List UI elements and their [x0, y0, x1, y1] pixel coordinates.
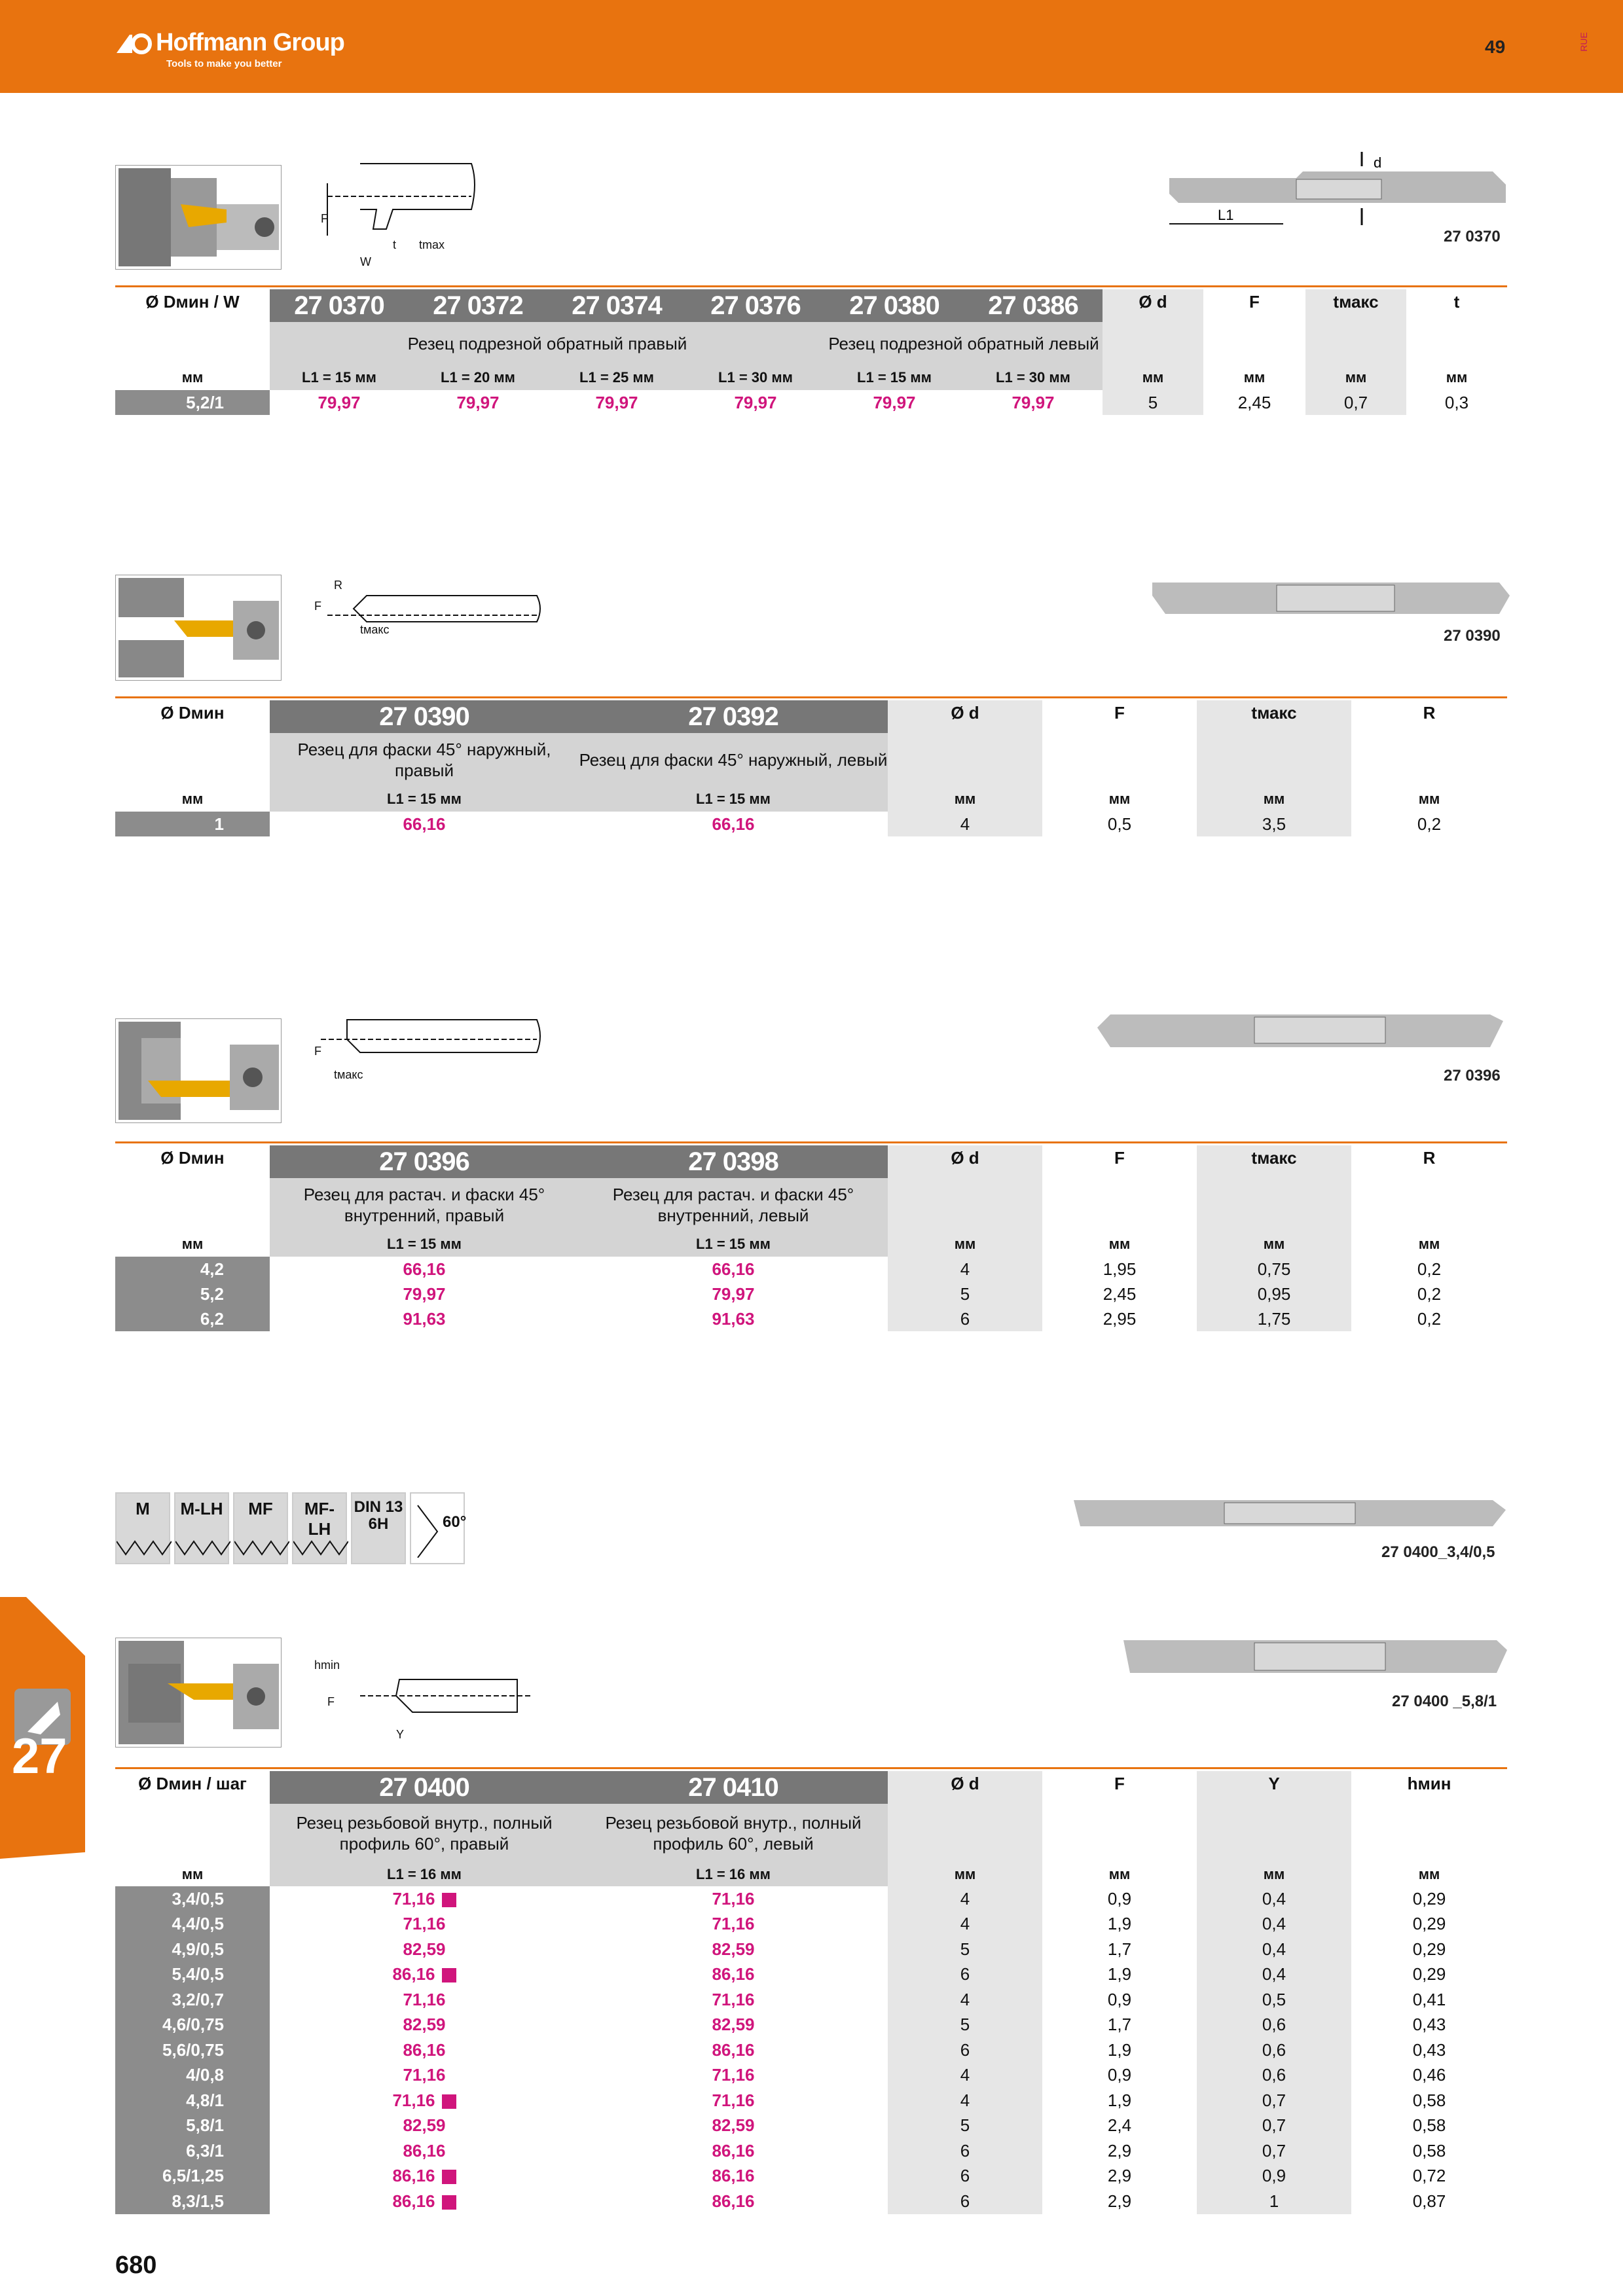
value-h: 0,29 [1412, 1964, 1446, 1984]
brand-name: Hoffmann Group [156, 29, 344, 56]
desc-left: Резец подрезной обратный левый [825, 322, 1103, 365]
value-h: 0,58 [1412, 2140, 1446, 2161]
price-cell: 71,16 [712, 1914, 755, 1934]
value-d: 4 [888, 1987, 1042, 2013]
unit-key: мм [181, 369, 204, 386]
table-row [115, 2013, 1507, 2038]
value-Y: 0,6 [1197, 2063, 1351, 2089]
row-key: 5,2/1 [115, 390, 270, 415]
row-key: 5,8/1 [115, 2113, 270, 2139]
row-key: 8,3/1,5 [115, 2189, 270, 2214]
row-key: 1 [115, 812, 270, 836]
table-row [115, 2164, 1507, 2189]
value-d: 4 [888, 2088, 1042, 2113]
unit-L2: L1 = 15 мм [579, 787, 888, 812]
thread-MF: MF [233, 1492, 288, 1564]
price-cell: 66,16 [403, 1259, 446, 1279]
col-header-270372: 27 0372 [409, 289, 547, 322]
stock-marker-icon [442, 2170, 456, 2184]
price-cell: 71,16 [712, 1989, 755, 2009]
price-cell: 66,16 [712, 1259, 755, 1279]
value-F: 1,9 [1107, 1914, 1132, 1934]
unit-d: мм [1103, 365, 1203, 390]
value-Y: 0,7 [1197, 2088, 1351, 2113]
unit-L2: L1 = 15 мм [579, 1232, 888, 1257]
table-row [115, 2138, 1507, 2164]
dim-F-label: F [314, 600, 321, 613]
row-key: 4,2 [115, 1257, 270, 1282]
unit-L1: L1 = 15 мм [270, 1232, 579, 1257]
thread-type-icons [115, 1492, 465, 1564]
row-key: 5,4/0,5 [115, 1962, 270, 1988]
price-cell: 71,16 [403, 1914, 446, 1934]
language-code: RUE [1578, 32, 1589, 52]
desc-left: Резец для растач. и фаски 45° внутренний, левый [579, 1178, 888, 1232]
table-row [115, 1962, 1507, 1988]
price-cell: 86,16 [712, 1964, 755, 1984]
value-d: 5 [888, 1282, 1042, 1306]
price-cell: 86,16 [270, 1962, 579, 1988]
value-d: 6 [888, 1962, 1042, 1988]
value-F: 2,9 [1107, 2191, 1132, 2211]
col-tmax-header: tмакс [1197, 1145, 1351, 1178]
value-h: 0,87 [1412, 2191, 1446, 2211]
col-header-270374: 27 0374 [547, 289, 686, 322]
value-h: 0,43 [1412, 2039, 1446, 2060]
value-h: 0,58 [1412, 2090, 1446, 2110]
unit-d: мм [888, 1863, 1042, 1886]
section4-tool-image-2 [1123, 1634, 1507, 1683]
dim-t-label: t [393, 238, 397, 251]
col-header-270400: 27 0400 [270, 1771, 579, 1804]
value-Y: 0,7 [1197, 2138, 1351, 2164]
price-cell: 79,97 [712, 1283, 755, 1304]
table-row [115, 812, 1507, 836]
price-cell: 79,97 [734, 392, 777, 412]
value-F: 1,95 [1103, 1259, 1137, 1279]
section4-caption-1: 27 0400_3,4/0,5 [1381, 1543, 1495, 1561]
col-tmax-header: tмакс [1197, 700, 1351, 733]
value-F: 2,9 [1107, 2140, 1132, 2161]
unit-R: мм [1418, 791, 1440, 807]
row-key: 4,6/0,75 [115, 2013, 270, 2038]
col-F-header: F [1114, 1774, 1125, 1793]
col-key-header: Ø Dмин / W [145, 292, 240, 312]
section1-caption: 27 0370 [1444, 228, 1501, 245]
row-key: 4/0,8 [115, 2063, 270, 2089]
col-header-270398: 27 0398 [579, 1145, 888, 1178]
dim-tmax-label: tmax [419, 238, 445, 251]
row-key: 4,4/0,5 [115, 1912, 270, 1937]
price-cell: 66,16 [403, 814, 446, 834]
chapter-number: 27 [12, 1729, 67, 1784]
value-F: 0,9 [1107, 1888, 1132, 1909]
table-row [115, 2189, 1507, 2214]
value-h: 0,72 [1412, 2166, 1446, 2186]
value-Y: 0,4 [1197, 1937, 1351, 1962]
value-F: 0,5 [1107, 814, 1132, 834]
dim-F-label: F [314, 1045, 321, 1058]
col-key-header: Ø Dмин [160, 703, 225, 723]
unit-L2: L1 = 16 мм [579, 1863, 888, 1886]
section2-tool-image [1146, 576, 1510, 625]
value-h: 0,29 [1412, 1888, 1446, 1909]
hoffmann-logo-icon [115, 32, 152, 54]
unit-h: мм [1418, 1866, 1440, 1882]
unit-Y: мм [1197, 1863, 1351, 1886]
table-row [115, 2113, 1507, 2139]
value-d: 6 [888, 2189, 1042, 2214]
footer-page-number: 680 [115, 2251, 157, 2279]
row-key: 6,5/1,25 [115, 2164, 270, 2189]
dim-F-label: F [321, 212, 328, 225]
table-row [115, 1306, 1507, 1331]
price-cell: 86,16 [270, 2164, 579, 2189]
col-R-header: R [1423, 703, 1436, 723]
unit-L1: L1 = 15 мм [270, 787, 579, 812]
unit-key: мм [181, 791, 204, 807]
col-Y-header: Y [1197, 1771, 1351, 1804]
section4-dimension-drawing [314, 1660, 537, 1748]
price-cell: 86,16 [270, 2189, 579, 2214]
col-header-270392: 27 0392 [579, 700, 888, 733]
value-F: 1,9 [1107, 2039, 1132, 2060]
tool-L1-label: L1 [1218, 207, 1234, 223]
row-key: 4,8/1 [115, 2088, 270, 2113]
price-cell: 86,16 [712, 2166, 755, 2186]
value-d: 4 [888, 812, 1042, 836]
unit-F: мм [1108, 1236, 1131, 1252]
value-d: 5 [888, 2113, 1042, 2139]
price-cell: 79,97 [318, 392, 361, 412]
col-R-header: R [1423, 1148, 1436, 1168]
price-cell: 86,16 [403, 2039, 446, 2060]
value-t: 0,3 [1444, 392, 1469, 412]
desc-right: Резец резьбовой внутр., полный профиль 60°, правый [270, 1804, 579, 1863]
unit-L1: L1 = 16 мм [270, 1863, 579, 1886]
unit-tmax: мм [1305, 365, 1406, 390]
value-Y: 0,9 [1197, 2164, 1351, 2189]
col-header-270386: 27 0386 [964, 289, 1103, 322]
price-cell: 79,97 [595, 392, 638, 412]
stock-marker-icon [442, 1893, 456, 1907]
section1-workpiece-image [115, 165, 282, 273]
table-row [115, 1282, 1507, 1306]
unit-d: мм [888, 1232, 1042, 1257]
price-cell: 82,59 [403, 1939, 446, 1959]
unit-F: мм [1108, 791, 1131, 807]
value-d: 5 [888, 1937, 1042, 1962]
col-t-header: t [1453, 292, 1460, 312]
value-F: 1,9 [1107, 1964, 1132, 1984]
col-header-270390: 27 0390 [270, 700, 579, 733]
col-header-270376: 27 0376 [686, 289, 825, 322]
table-row [115, 1257, 1507, 1282]
value-Y: 0,6 [1197, 2013, 1351, 2038]
value-R: 0,2 [1417, 814, 1442, 834]
col-tmax-header: tмакс [1305, 289, 1406, 322]
row-key: 5,6/0,75 [115, 2037, 270, 2063]
section4-tool-image-1 [1074, 1494, 1506, 1536]
value-d: 6 [888, 2037, 1042, 2063]
price-cell: 91,63 [712, 1308, 755, 1329]
dim-tmax-label: tмакс [360, 623, 390, 635]
value-d: 6 [888, 2138, 1042, 2164]
value-F: 2,4 [1107, 2115, 1132, 2136]
section3-caption: 27 0396 [1444, 1067, 1501, 1085]
unit-key: мм [181, 1866, 204, 1882]
price-cell: 82,59 [712, 2015, 755, 2035]
unit-R: мм [1418, 1236, 1440, 1252]
value-d: 5 [888, 2013, 1042, 2038]
unit-tmax: мм [1197, 1232, 1351, 1257]
price-cell: 71,16 [403, 2065, 446, 2085]
value-d: 4 [888, 1912, 1042, 1937]
row-key: 5,2 [115, 1282, 270, 1306]
value-F: 0,9 [1107, 2065, 1132, 2085]
row-key: 3,2/0,7 [115, 1987, 270, 2013]
unit-L2: L1 = 20 мм [409, 365, 547, 390]
unit-F: мм [1108, 1866, 1131, 1882]
section3-dimension-drawing [314, 1013, 550, 1095]
price-cell: 91,63 [403, 1308, 446, 1329]
price-cell: 82,59 [712, 1939, 755, 1959]
price-cell: 79,97 [403, 1283, 446, 1304]
col-header-270410: 27 0410 [579, 1771, 888, 1804]
value-F: 0,9 [1107, 1989, 1132, 2009]
stock-marker-icon [442, 2195, 456, 2210]
dim-R-label: R [334, 579, 342, 592]
section1-dimension-drawing [314, 157, 484, 278]
desc-left: Резец резьбовой внутр., полный профиль 60°, левый [579, 1804, 888, 1863]
value-h: 0,43 [1412, 2015, 1446, 2035]
section2-caption: 27 0390 [1444, 627, 1501, 645]
price-cell: 71,16 [403, 1989, 446, 2009]
row-key: 4,9/0,5 [115, 1937, 270, 1962]
col-d-header: Ø d [888, 700, 1042, 733]
col-d-header: Ø d [1103, 289, 1203, 322]
unit-L5: L1 = 15 мм [825, 365, 964, 390]
table-row [115, 390, 1507, 415]
price-cell: 71,16 [270, 2088, 579, 2113]
table-row [115, 1987, 1507, 2013]
row-key: 3,4/0,5 [115, 1886, 270, 1912]
dim-tmax-label: tмакс [334, 1068, 363, 1081]
price-cell: 71,16 [712, 2065, 755, 2085]
price-cell: 71,16 [712, 2090, 755, 2110]
section2-workpiece-image [115, 575, 282, 684]
value-d: 5 [1103, 390, 1203, 415]
value-d: 6 [888, 1306, 1042, 1331]
col-d-header: Ø d [888, 1145, 1042, 1178]
col-h-header: hмин [1407, 1774, 1451, 1793]
dim-F-label: F [327, 1695, 335, 1708]
value-tmax: 0,95 [1197, 1282, 1351, 1306]
table-row [115, 1937, 1507, 1962]
value-F: 1,9 [1107, 2090, 1132, 2110]
dim-W-label: W [360, 255, 371, 268]
value-h: 0,46 [1412, 2065, 1446, 2085]
price-cell: 82,59 [403, 2015, 446, 2035]
brand-tagline: Tools to make you better [166, 58, 282, 69]
value-h: 0,29 [1412, 1939, 1446, 1959]
stock-marker-icon [442, 2094, 456, 2109]
col-header-270370: 27 0370 [270, 289, 409, 322]
table-row [115, 1886, 1507, 1912]
value-tmax: 3,5 [1197, 812, 1351, 836]
value-d: 4 [888, 1886, 1042, 1912]
value-Y: 0,5 [1197, 1987, 1351, 2013]
price-cell: 86,16 [403, 2140, 446, 2161]
value-F: 2,45 [1103, 1283, 1137, 1304]
price-cell: 86,16 [712, 2191, 755, 2211]
table-row [115, 2037, 1507, 2063]
price-cell: 79,97 [1012, 392, 1055, 412]
desc-right: Резец для фаски 45° наружный, правый [270, 733, 579, 787]
row-key: 6,2 [115, 1306, 270, 1331]
table-row [115, 2088, 1507, 2113]
price-cell: 71,16 [270, 1886, 579, 1912]
value-R: 0,2 [1417, 1308, 1442, 1329]
price-cell: 79,97 [873, 392, 916, 412]
section4-workpiece-image [115, 1638, 282, 1751]
unit-L6: L1 = 30 мм [964, 365, 1103, 390]
unit-L3: L1 = 25 мм [547, 365, 686, 390]
col-F-header: F [1249, 292, 1260, 312]
table-row [115, 1912, 1507, 1937]
section3-tool-image [1097, 1008, 1503, 1064]
value-F: 2,95 [1103, 1308, 1137, 1329]
thread-M: M [115, 1492, 170, 1564]
desc-right: Резец для растач. и фаски 45° внутренний, правый [270, 1178, 579, 1232]
value-h: 0,41 [1412, 1989, 1446, 2009]
value-Y: 0,4 [1197, 1886, 1351, 1912]
thread-MF-LH: MF-LH [292, 1492, 347, 1564]
brand-logo [115, 29, 344, 69]
unit-tmax: мм [1197, 787, 1351, 812]
price-cell: 82,59 [712, 2115, 755, 2136]
value-Y: 0,4 [1197, 1962, 1351, 1988]
value-Y: 0,7 [1197, 2113, 1351, 2139]
col-F-header: F [1114, 1148, 1125, 1168]
col-key-header: Ø Dмин [160, 1148, 225, 1168]
stock-marker-icon [442, 1968, 456, 1982]
value-Y: 0,4 [1197, 1912, 1351, 1937]
thread-angle: 60° [410, 1492, 465, 1564]
unit-d: мм [888, 787, 1042, 812]
value-R: 0,2 [1417, 1283, 1442, 1304]
value-F: 2,9 [1107, 2166, 1132, 2186]
thread-M-LH: M-LH [174, 1492, 229, 1564]
value-h: 0,58 [1412, 2115, 1446, 2136]
value-d: 4 [888, 2063, 1042, 2089]
value-F: 1,7 [1107, 2015, 1132, 2035]
tool-d-label: d [1374, 154, 1382, 171]
value-tmax: 0,7 [1305, 390, 1406, 415]
desc-right: Резец подрезной обратный правый [270, 322, 825, 365]
unit-L1: L1 = 15 мм [270, 365, 409, 390]
value-tmax: 1,75 [1197, 1306, 1351, 1331]
section4-caption-2: 27 0400 _5,8/1 [1392, 1693, 1497, 1710]
unit-F: мм [1243, 369, 1266, 386]
row-key: 6,3/1 [115, 2138, 270, 2164]
section2-dimension-drawing [314, 569, 550, 638]
dim-hmin-label: hmin [314, 1660, 340, 1672]
thread-din13: DIN 13 6H [351, 1492, 406, 1564]
unit-t: мм [1446, 369, 1468, 386]
value-F: 2,45 [1237, 392, 1271, 412]
price-cell: 86,16 [712, 2140, 755, 2161]
page-number: 49 [1485, 37, 1506, 57]
unit-L4: L1 = 30 мм [686, 365, 825, 390]
dim-Y-label: Y [396, 1728, 405, 1741]
unit-key: мм [181, 1236, 204, 1252]
col-d-header: Ø d [888, 1771, 1042, 1804]
value-tmax: 0,75 [1197, 1257, 1351, 1282]
price-cell: 86,16 [712, 2039, 755, 2060]
col-header-270380: 27 0380 [825, 289, 964, 322]
col-header-270396: 27 0396 [270, 1145, 579, 1178]
desc-left: Резец для фаски 45° наружный, левый [579, 733, 888, 787]
price-cell: 82,59 [403, 2115, 446, 2136]
table-row [115, 2063, 1507, 2089]
value-Y: 1 [1197, 2189, 1351, 2214]
section3-workpiece-image [115, 1018, 282, 1126]
price-cell: 71,16 [712, 1888, 755, 1909]
col-F-header: F [1114, 703, 1125, 723]
value-R: 0,2 [1417, 1259, 1442, 1279]
value-h: 0,29 [1412, 1914, 1446, 1934]
price-cell: 79,97 [456, 392, 500, 412]
value-d: 4 [888, 1257, 1042, 1282]
value-Y: 0,6 [1197, 2037, 1351, 2063]
price-cell: 66,16 [712, 814, 755, 834]
value-d: 6 [888, 2164, 1042, 2189]
col-key-header: Ø Dмин / шаг [138, 1774, 247, 1793]
value-F: 1,7 [1107, 1939, 1132, 1959]
